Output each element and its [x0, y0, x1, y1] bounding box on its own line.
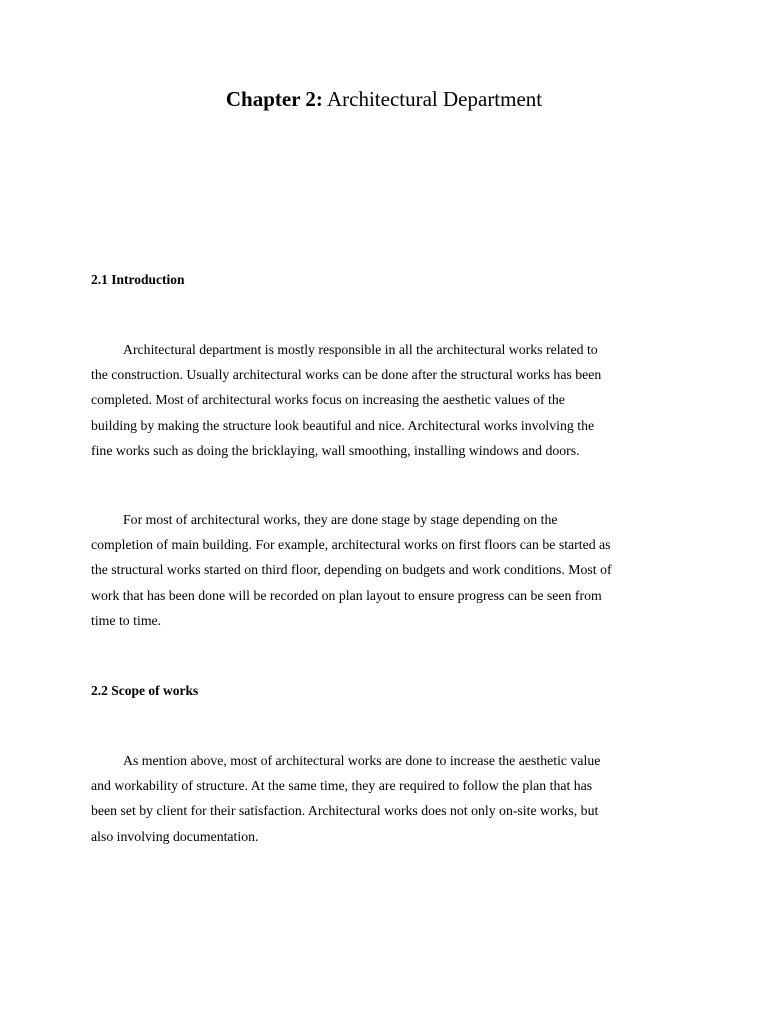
chapter-label: Chapter 2:: [225, 87, 323, 111]
paragraph-line: For most of architectural works, they are done stage by stage depending on the: [123, 512, 558, 527]
section-heading-scope-of-works: 2.2 Scope of works: [91, 683, 199, 698]
paragraph-line: fine works such as doing the bricklaying, wall smoothing, installing windows and doors.: [91, 442, 580, 458]
paragraph-line: and workability of structure. At the same time, they are required to follow the plan that has: [91, 778, 593, 794]
paragraph-line: As mention above, most of architectural works are done to increase the aesthetic value: [123, 753, 601, 768]
paragraph-line: the structural works started on third floor, depending on budgets and work conditions. Most of: [91, 562, 612, 578]
paragraph-introduction-2: [91, 507, 687, 633]
paragraph-scope-of-works-1: [91, 748, 687, 849]
paragraph-line: time to time.: [91, 612, 162, 628]
chapter-title: [0, 86, 768, 112]
chapter-name: Architectural Department: [326, 87, 543, 111]
paragraph-line: been set by client for their satisfaction. Architectural works does not only on-site works, but: [91, 803, 599, 819]
paragraph-introduction-1: [91, 337, 687, 463]
paragraph-line: Architectural department is mostly responsible in all the architectural works related to: [123, 342, 598, 357]
paragraph-line: work that has been done will be recorded on plan layout to ensure progress can be seen from: [91, 587, 602, 603]
section-heading-introduction: 2.1 Introduction: [91, 272, 185, 287]
paragraph-line: completion of main building. For example, architectural works on first floors can be started as: [91, 537, 611, 553]
paragraph-line: completed. Most of architectural works focus on increasing the aesthetic values of the: [91, 392, 565, 408]
paragraph-line: also involving documentation.: [91, 828, 259, 844]
paragraph-line: the construction. Usually architectural works can be done after the structural works has been: [91, 367, 602, 383]
paragraph-line: building by making the structure look beautiful and nice. Architectural works involving the: [91, 417, 595, 433]
